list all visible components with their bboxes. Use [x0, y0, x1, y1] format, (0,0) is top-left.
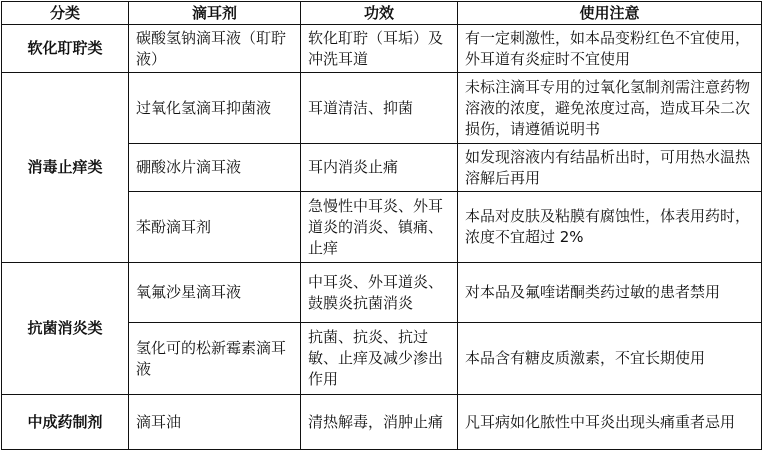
table-row: [2, 263, 762, 323]
drug-cell: 硼酸冰片滴耳液: [129, 144, 301, 192]
ear-drops-table: [1, 1, 762, 450]
effect-cell: 中耳炎、外耳道炎、鼓膜炎抗菌消炎: [301, 263, 458, 323]
category-cell: 软化耵聍类: [2, 25, 129, 73]
drug-cell: 苯酚滴耳剂: [129, 192, 301, 263]
table-body: [2, 25, 762, 450]
drug-cell: 碳酸氢钠滴耳液（耵聍液）: [129, 25, 301, 73]
effect-cell: 软化耵聍（耳垢）及冲洗耳道: [301, 25, 458, 73]
caution-cell: 对本品及氟喹诺酮类药过敏的患者禁用: [458, 263, 762, 323]
header-drug: 滴耳剂: [129, 2, 301, 25]
effect-cell: 耳内消炎止痛: [301, 144, 458, 192]
table-row: [2, 73, 762, 144]
table-row: [2, 25, 762, 73]
header-caution: 使用注意: [458, 2, 762, 25]
effect-cell: 清热解毒，消肿止痛: [301, 395, 458, 450]
drug-cell: 氧氟沙星滴耳液: [129, 263, 301, 323]
drug-cell: 氢化可的松新霉素滴耳液: [129, 323, 301, 395]
caution-cell: 本品含有糖皮质激素，不宜长期使用: [458, 323, 762, 395]
category-cell: 抗菌消炎类: [2, 263, 129, 395]
caution-cell: 有一定刺激性，如本品变粉红色不宜使用，外耳道有炎症时不宜使用: [458, 25, 762, 73]
caution-cell: 如发现溶液内有结晶析出时，可用热水温热溶解后再用: [458, 144, 762, 192]
caution-cell: 本品对皮肤及粘膜有腐蚀性，体表用药时，浓度不宜超过 2%: [458, 192, 762, 263]
caution-cell: 未标注滴耳专用的过氧化氢制剂需注意药物溶液的浓度，避免浓度过高，造成耳朵二次损伤，请遵循说明书: [458, 73, 762, 144]
category-cell: 消毒止痒类: [2, 73, 129, 263]
header-effect: 功效: [301, 2, 458, 25]
header-category: 分类: [2, 2, 129, 25]
drug-cell: 过氧化氢滴耳抑菌液: [129, 73, 301, 144]
effect-cell: 抗菌、抗炎、抗过敏、止痒及减少渗出作用: [301, 323, 458, 395]
category-cell: 中成药制剂: [2, 395, 129, 450]
table-header: [2, 2, 762, 25]
caution-cell: 凡耳病如化脓性中耳炎出现头痛重者忌用: [458, 395, 762, 450]
effect-cell: 耳道清洁、抑菌: [301, 73, 458, 144]
drug-cell: 滴耳油: [129, 395, 301, 450]
table-row: [2, 395, 762, 450]
header-row: [2, 2, 762, 25]
effect-cell: 急慢性中耳炎、外耳道炎的消炎、镇痛、止痒: [301, 192, 458, 263]
